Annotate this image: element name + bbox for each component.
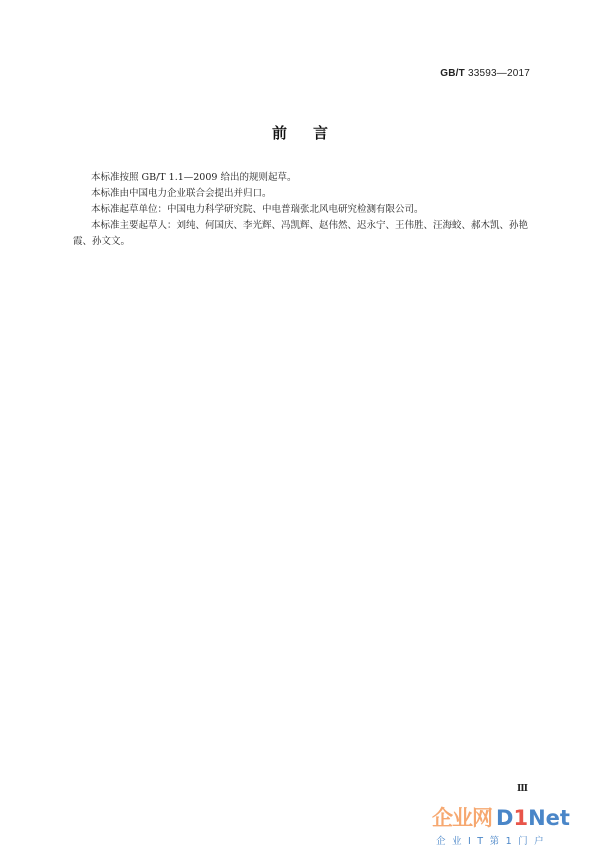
paragraph-drafting-units: 本标准起草单位：中国电力科学研究院、中电普瑞张北风电研究检测有限公司。 <box>91 204 424 215</box>
page-number: Ⅲ <box>517 784 528 794</box>
standard-prefix: GB/T <box>440 68 465 79</box>
watermark-brand-one: 1 <box>513 806 529 830</box>
watermark-brand-cn: 企业网 <box>432 806 492 830</box>
standard-number <box>440 68 530 79</box>
watermark-brand-d: D <box>496 806 514 830</box>
watermark-tagline: 企业IT第1门户 <box>436 836 551 847</box>
watermark-brand <box>432 806 570 830</box>
page-title: 前言 <box>271 124 354 142</box>
site-watermark-logo <box>432 806 597 848</box>
paragraph-proposer: 本标准由中国电力企业联合会提出并归口。 <box>91 188 272 199</box>
standard-code: 33593—2017 <box>467 68 530 79</box>
foreword-body <box>73 170 543 250</box>
paragraph-main-drafters: 本标准主要起草人：刘纯、何国庆、李光辉、冯凯辉、赵伟然、迟永宁、王伟胜、汪海蛟、郝木凯、孙艳霞、孙文文。 <box>73 220 529 247</box>
paragraph-drafting-rules: 本标准按照 GB/T 1.1—2009 给出的规则起草。 <box>91 172 297 183</box>
watermark-brand-net: Net <box>528 806 570 830</box>
